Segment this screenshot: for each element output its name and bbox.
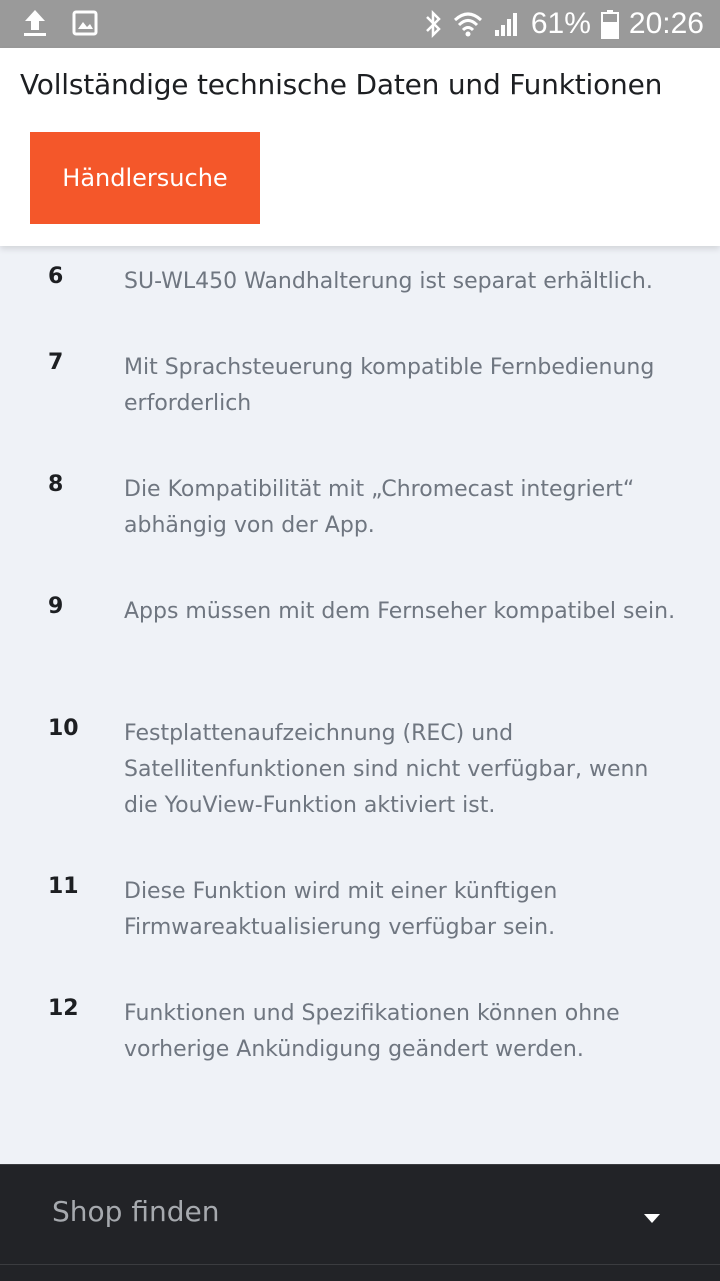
footnote-number: 7: [48, 350, 64, 375]
footnote-text: Diese Funktion wird mit einer künftigen Firmwareaktualisierung verfügbar sein.: [124, 879, 558, 940]
page-title: Vollständige technische Daten und Funktionen: [20, 68, 663, 101]
footnote-text: Die Kompatibilität mit „Chromecast integriert“ abhängig von der App.: [124, 477, 635, 538]
footnote-number: 6: [48, 264, 64, 289]
footnote-number: 12: [48, 996, 79, 1021]
footnote-text: SU-WL450 Wandhalterung ist separat erhältlich.: [124, 269, 653, 294]
sticky-header: [0, 48, 720, 246]
chevron-down-icon[interactable]: [644, 1209, 660, 1228]
footnote-text: Funktionen und Spezifikationen können ohne vorherige Ankündigung geändert werden.: [124, 1001, 620, 1062]
footnote-number: 9: [48, 594, 64, 619]
footnote-number: 11: [48, 874, 79, 899]
upload-icon: [22, 8, 48, 38]
wifi-icon: [453, 10, 483, 38]
clock: 20:26: [628, 7, 704, 40]
status-bar: [0, 0, 720, 48]
footnote-text: Mit Sprachsteuerung kompatible Fernbedienung erforderlich: [124, 355, 655, 416]
shop-finder-accordion[interactable]: [0, 1164, 720, 1265]
footnote-text: Apps müssen mit dem Fernseher kompatibel sein.: [124, 599, 676, 624]
battery-percent: 61%: [530, 7, 591, 40]
footer-next-section: [0, 1264, 720, 1281]
dealer-search-button[interactable]: Händlersuche: [30, 132, 260, 224]
signal-icon: [493, 10, 521, 38]
battery-icon: [601, 9, 619, 39]
bluetooth-icon: [423, 9, 443, 39]
footnote-number: 8: [48, 472, 64, 497]
image-icon: [72, 10, 98, 36]
shop-finder-label: Shop finden: [52, 1195, 220, 1228]
footnote-text: Festplattenaufzeichnung (REC) und Satellitenfunktionen sind nicht verfügbar, wenn die YouView-Funktion aktiviert ist.: [124, 721, 649, 818]
footnote-number: 10: [48, 716, 79, 741]
